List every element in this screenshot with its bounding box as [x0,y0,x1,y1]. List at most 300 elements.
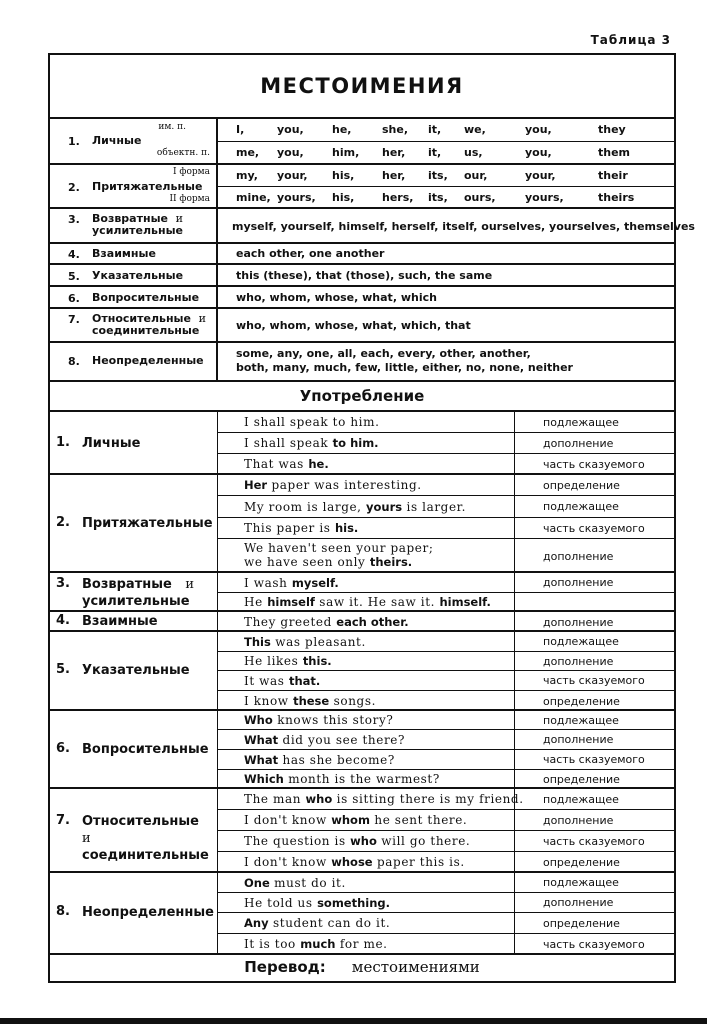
label-part: соединительные [82,848,209,863]
example-row [218,831,674,852]
syntactic-role: подлежащее [514,632,678,651]
example-text: It is too [244,937,301,951]
pronoun-form: we, [464,123,486,136]
pronoun-forms [218,265,674,285]
example-text: He likes [244,654,303,668]
class-number: 6. [68,292,80,305]
pronoun-form: it, [428,123,442,136]
pronoun-highlight: these [293,694,330,708]
syntactic-role: часть сказуемого [514,671,678,690]
example-line [244,937,388,951]
example-text: He told us [244,896,318,910]
example-row [218,913,674,934]
label-part: Относительные [82,814,199,829]
pronoun-highlight: yours [366,500,403,514]
example-line [244,694,376,708]
example-sentence [244,916,390,930]
class-label [92,313,206,337]
example-text: It was [244,674,289,688]
example-row [218,593,674,612]
pronoun-highlight: whose [331,855,373,869]
example-text: for me. [335,937,388,951]
pronoun-form: hers, [382,191,414,204]
class-number: 4. [68,248,80,261]
syntactic-role: дополнение [514,893,678,912]
example-text: was pleasant. [270,635,366,649]
group-label: Неопределенные [82,905,214,920]
group-label [82,813,217,864]
pronoun-highlight: his. [334,521,359,535]
pronoun-form: her, [382,169,406,182]
example-text: I don't know [244,813,332,827]
group-label [82,576,194,610]
example-sentence [244,834,470,848]
example-line [244,436,379,450]
example-line [244,916,390,930]
class-number: 2. [68,181,80,194]
class-label: Притяжательные [92,180,203,193]
label-conj: и [175,212,183,225]
example-text: They greeted [244,615,337,629]
label-conj: и [82,831,91,846]
pronoun-table [48,53,695,983]
pronoun-form: ours, [464,191,496,204]
class-number: 1. [68,135,80,148]
example-line [244,772,440,786]
example-line [244,654,332,668]
example-line [244,876,346,890]
example-line [244,615,409,629]
example-row [218,652,674,671]
syntactic-role [514,593,678,612]
pronoun-highlight: who [350,834,377,848]
pronoun-form: your, [525,169,556,182]
case-label: им. п. [158,122,186,132]
syntactic-role: определение [514,770,678,789]
class-label: Неопределенные [92,354,204,367]
class-number: 5. [68,270,80,283]
label-part: Возвратные [82,577,172,592]
group-label: Вопросительные [82,742,209,757]
pronoun-form: you, [525,146,552,159]
group-number: 4. [56,613,70,628]
usage-group-label [50,475,218,571]
syntactic-role: часть сказуемого [514,518,678,538]
class-row-personal [50,119,674,165]
syntactic-role: дополнение [514,433,678,453]
example-text: we have seen only [244,555,370,569]
usage-group-indefinite [50,873,674,955]
pronoun-highlight: this. [302,654,332,668]
class-number: 3. [68,213,80,226]
pronoun-form: her, [382,146,406,159]
example-text: He [244,595,268,609]
pronoun-form: my, [236,169,258,182]
pronoun-highlight: who [305,792,333,806]
pronoun-highlight: much [300,937,336,951]
syntactic-role: определение [514,913,678,933]
example-line [244,792,524,806]
class-label: Указательные [92,269,184,282]
example-text: The man [244,792,306,806]
example-row [218,632,674,652]
translation-footer [50,953,674,981]
example-sentence [244,937,388,951]
example-line [244,595,491,609]
example-sentence [244,615,409,629]
example-line [244,457,329,471]
pronoun-form: your, [277,169,308,182]
pronoun-highlight: he. [308,457,329,471]
class-number: 8. [68,355,80,368]
form-label: I форма [172,167,210,177]
example-sentence [244,457,329,471]
pronoun-highlight: something. [317,896,391,910]
label-part: Возвратные [92,212,168,225]
class-row-reflexive [50,209,695,244]
example-sentence [244,500,466,514]
usage-group-personal [50,412,674,475]
syntactic-role: часть сказуемого [514,454,678,475]
syntactic-role: дополнение [514,810,678,830]
pronoun-form: me, [236,146,260,159]
example-sentence [244,855,465,869]
pronoun-form: us, [464,146,483,159]
example-sentence [244,713,393,727]
class-row-demonstrative [50,265,674,287]
reciprocal-words: each other, one another [236,247,385,260]
example-sentence [244,521,358,535]
example-line [244,635,366,649]
example-sentence [244,876,346,890]
example-line [244,713,393,727]
example-text: has she become? [278,753,395,767]
page-title: МЕСТОИМЕНИЯ [50,55,674,119]
group-number: 1. [56,435,70,450]
pronoun-form: she, [382,123,409,136]
class-label: Взаимные [92,247,156,260]
pronoun-forms [218,343,674,380]
pronoun-forms [218,287,674,307]
pronoun-forms [218,165,674,207]
group-label: Указательные [82,663,190,678]
pronoun-highlight: This [244,635,271,649]
pronoun-highlight: himself. [439,595,491,609]
example-row [218,730,674,750]
translation-value: местоимениями [351,958,480,976]
example-text: knows this story? [272,713,394,727]
pronoun-highlight: Who [244,713,273,727]
example-text: he sent there. [369,813,468,827]
pronoun-highlight: himself [267,595,315,609]
example-row [218,433,674,454]
example-row [218,934,674,955]
row-divider [218,141,674,142]
example-line [244,813,467,827]
example-sentence [244,753,395,767]
pronoun-form: you, [277,146,304,159]
pronoun-highlight: What [244,733,279,747]
example-row [218,671,674,691]
example-sentence [244,478,422,492]
syntactic-role: дополнение [514,612,678,632]
example-row [218,691,674,711]
pronoun-form: yours, [525,191,564,204]
class-label-cell [50,119,218,163]
class-label-cell [50,343,218,380]
example-line [244,753,395,767]
example-row [218,873,674,893]
example-sentence [244,896,390,910]
syntactic-role: дополнение [514,573,678,592]
syntactic-role: дополнение [514,730,678,749]
class-label-cell [50,209,218,242]
pronoun-form: its, [428,191,448,204]
syntactic-role: определение [514,691,678,711]
example-row [218,750,674,770]
example-row [218,475,674,496]
example-text: will go there. [376,834,471,848]
group-number: 7. [56,813,70,828]
example-text: paper was interesting. [267,478,422,492]
example-sentence [244,576,339,590]
syntactic-role: подлежащее [514,711,678,729]
example-line [244,415,380,429]
example-line [244,896,390,910]
example-row [218,789,674,810]
syntactic-role: часть сказуемого [514,750,678,769]
demonstrative-words: this (these), that (those), such, the same [236,269,493,282]
class-number: 7. [68,313,80,326]
syntactic-role: подлежащее [514,412,678,432]
usage-group-label [50,412,218,473]
example-sentence [244,772,440,786]
translation-label: Перевод: [244,958,326,976]
page-bottom-rule [0,1018,707,1024]
syntactic-role: определение [514,475,678,495]
class-row-reciprocal [50,244,674,265]
pronoun-form: his, [332,191,355,204]
pronoun-form: its, [428,169,448,182]
class-label-cell [50,165,218,207]
usage-group-label [50,573,218,610]
example-row [218,518,674,539]
usage-group-reciprocal [50,612,674,632]
usage-heading: Употребление [50,382,674,412]
label-conj: и [185,577,195,592]
example-text: must do it. [269,876,346,890]
example-text: student can do it. [268,916,391,930]
pronoun-form: you, [277,123,304,136]
example-sentence [244,813,467,827]
pronoun-form: it, [428,146,442,159]
example-text: is larger. [402,500,467,514]
pronoun-form: yours, [277,191,316,204]
example-sentence [244,654,332,668]
usage-group-label [50,711,218,787]
example-text: did you see there? [278,733,406,747]
example-text: paper this is. [372,855,465,869]
example-sentence [244,733,405,747]
example-text: My room is large, [244,500,367,514]
pronoun-form: mine, [236,191,271,204]
class-row-interrogative [50,287,674,309]
group-label: Взаимные [82,614,158,629]
class-label-cell [50,309,218,341]
class-label-cell [50,244,218,263]
class-row-indefinite [50,343,674,382]
example-row [218,612,674,632]
class-label-cell [50,287,218,307]
class-label: Личные [92,134,142,147]
indefinite-words-line-1: some, any, one, all, each, every, other, another, [236,347,531,360]
example-text: songs. [329,694,376,708]
syntactic-role: часть сказуемого [514,831,678,851]
pronoun-form: our, [464,169,488,182]
example-text: I wash [244,576,292,590]
syntactic-role: определение [514,852,678,873]
example-line [244,478,422,492]
example-text: The question is [244,834,351,848]
class-row-possessive [50,165,674,209]
syntactic-role: дополнение [514,652,678,670]
class-label-cell [50,265,218,285]
pronoun-forms [218,309,674,341]
usage-group-label [50,612,218,630]
pronoun-highlight: to him. [332,436,379,450]
syntactic-role: часть сказуемого [514,934,678,955]
form-label: II форма [169,194,210,204]
pronoun-forms [218,119,674,163]
example-sentence [244,674,320,688]
reflexive-words: myself, yourself, himself, herself, itself, ourselves, yourselves, themselves [232,220,695,233]
pronoun-highlight: myself. [291,576,339,590]
example-sentence [244,792,524,806]
syntactic-role: дополнение [514,539,678,573]
example-sentence [244,541,434,569]
label-part: Относительные [92,312,191,325]
pronoun-form: him, [332,146,360,159]
table-number: Таблица 3 [590,33,671,47]
example-line [244,733,405,747]
usage-group-possessive [50,475,674,573]
example-row [218,539,674,573]
example-row [218,893,674,913]
class-row-relative [50,309,674,343]
case-label: объектн. п. [156,148,210,158]
example-row [218,810,674,831]
example-row [218,496,674,518]
usage-group-label [50,873,218,953]
group-label: Личные [82,436,141,451]
pronoun-form: them [598,146,631,159]
example-sentence [244,635,366,649]
group-number: 8. [56,904,70,919]
indefinite-words-line-2: both, many, much, few, little, either, no, none, neither [236,361,573,374]
pronoun-highlight: Any [244,916,269,930]
usage-group-relative [50,789,674,873]
label-conj: и [198,312,206,325]
row-divider [218,186,674,187]
pronoun-highlight: that. [288,674,321,688]
example-sentence [244,436,379,450]
group-number: 6. [56,741,70,756]
usage-group-label [50,789,218,871]
example-text: is sitting there is my friend. [332,792,524,806]
example-line: We haven't seen your paper; [244,541,434,555]
label-part: усилительные [82,594,190,609]
syntactic-role: подлежащее [514,873,678,892]
example-text: I shall speak to him. [244,415,380,429]
example-line [244,855,465,869]
example-line [244,674,320,688]
pronoun-highlight: each other. [336,615,409,629]
example-sentence [244,694,376,708]
pronoun-highlight: theirs. [369,555,413,569]
pronoun-highlight: whom [331,813,370,827]
example-line [244,555,434,569]
example-text: I don't know [244,855,332,869]
example-row [218,770,674,789]
group-label: Притяжательные [82,516,213,531]
example-row [218,412,674,433]
example-text: This paper is [244,521,335,535]
label-part: усилительные [92,224,184,237]
example-text: That was [244,457,309,471]
pronoun-forms [218,244,674,263]
pronoun-form: you, [525,123,552,136]
pronoun-forms [218,209,695,242]
label-part: соединительные [92,324,200,337]
usage-group-demonstrative [50,632,674,711]
pronoun-highlight: One [244,876,270,890]
pronoun-highlight: What [244,753,279,767]
usage-group-interrogative [50,711,674,789]
example-line [244,500,466,514]
example-sentence [244,415,380,429]
pronoun-form: they [598,123,626,136]
example-text: month is the warmest? [283,772,440,786]
example-text: saw it. He saw it. [314,595,440,609]
example-row [218,573,674,593]
pronoun-form: I, [236,123,245,136]
pronoun-highlight: Her [244,478,268,492]
syntactic-role: подлежащее [514,496,678,517]
group-number: 3. [56,576,70,591]
class-label: Вопросительные [92,291,200,304]
example-row [218,711,674,730]
syntactic-role: подлежащее [514,789,678,809]
interrogative-words: who, whom, whose, what, which [236,291,437,304]
example-text: I shall speak [244,436,333,450]
pronoun-form: his, [332,169,355,182]
pronoun-form: he, [332,123,352,136]
class-label [92,213,183,237]
usage-group-reflexive [50,573,674,612]
relative-words: who, whom, whose, what, which, that [236,319,471,332]
example-line [244,521,358,535]
example-row [218,454,674,475]
example-text: I know [244,694,294,708]
pronoun-form: theirs [598,191,635,204]
usage-group-label [50,632,218,709]
example-sentence [244,595,491,609]
pronoun-highlight: Which [244,772,284,786]
pronoun-form: their [598,169,628,182]
example-line [244,576,339,590]
example-row [218,852,674,873]
group-number: 5. [56,662,70,677]
